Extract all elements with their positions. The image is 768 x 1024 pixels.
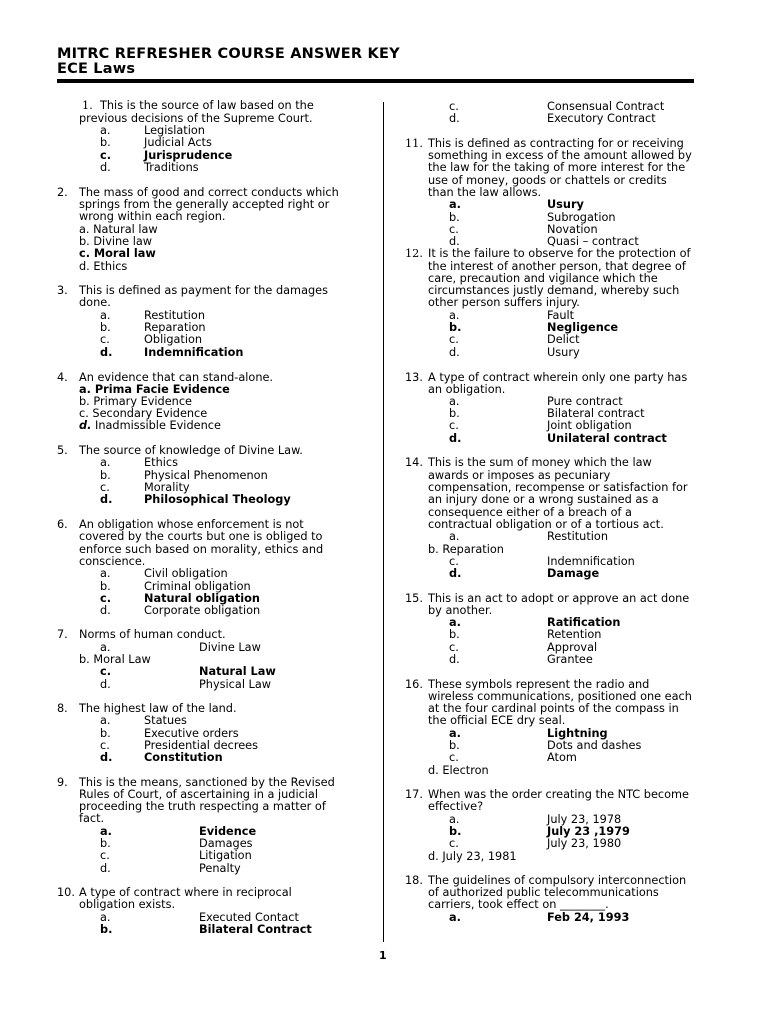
text-line: This is defined as contracting for or receiving	[428, 137, 684, 150]
text-line: b.	[100, 580, 111, 593]
text-line: Presidential decrees	[144, 739, 259, 752]
text-line: c.	[100, 849, 110, 862]
text-line: an obligation.	[428, 383, 506, 396]
text-line: The highest law of the land.	[79, 702, 237, 715]
text-line: c.	[100, 481, 110, 494]
text-line: This is the source of law based on the	[100, 99, 314, 112]
text-line: 8.	[57, 702, 68, 715]
text-line: This is the sum of money which the law	[428, 456, 652, 469]
text-line: Obligation	[144, 333, 203, 346]
text-line: enforce such based on morality, ethics and	[79, 543, 324, 556]
text-line: 4.	[57, 371, 68, 384]
text-line: b. Divine law	[79, 235, 153, 248]
text-line: something in excess of the amount allowed by	[428, 149, 692, 162]
text-line: d. Ethics	[79, 260, 128, 273]
text-line: the official ECE dry seal.	[428, 714, 566, 727]
text-line: b.	[449, 825, 462, 838]
text-line: a. Natural law	[79, 223, 158, 236]
text-line: Bilateral Contract	[199, 923, 312, 936]
text-line: Morality	[144, 481, 190, 494]
text-line: a.	[449, 198, 461, 211]
text-line: Litigation	[199, 849, 252, 862]
text-line: Ethics	[144, 456, 178, 469]
text-line: d.	[100, 604, 111, 617]
text-line: When was the order creating the NTC become	[428, 788, 689, 801]
text-line: awards or imposes as pecuniary	[428, 469, 611, 482]
text-line: A type of contract where in reciprocal	[79, 886, 292, 899]
text-line: b.	[100, 727, 111, 740]
text-line: This is defined as payment for the damages	[79, 284, 328, 297]
text-line: Negligence	[547, 321, 619, 334]
text-line: c.	[449, 223, 459, 236]
text-line: Physical Phenomenon	[144, 469, 268, 482]
text-line: d.	[100, 161, 111, 174]
text-line: Ratification	[547, 616, 621, 629]
text-line: c.	[449, 555, 459, 568]
text-line: an injury done or a wrong sustained as a	[428, 493, 659, 506]
text-line: Rules of Court, of ascertaining in a judicial	[79, 788, 318, 801]
text-line: a.	[100, 309, 111, 322]
text-line: Usury	[547, 198, 584, 211]
text-line: d.	[100, 678, 111, 691]
text-line: The mass of good and correct conducts which	[79, 186, 339, 199]
text-line: Indemnification	[144, 346, 244, 359]
text-line: These symbols represent the radio and	[428, 678, 650, 691]
text-line: Delict	[547, 333, 580, 346]
text-line: d.	[79, 419, 92, 432]
text-line: 7.	[57, 628, 68, 641]
text-line: 17.	[405, 788, 423, 801]
text-line: c.	[100, 665, 111, 678]
text-line: a.	[449, 616, 461, 629]
text-line: Traditions	[144, 161, 199, 174]
text-line: b.	[449, 407, 460, 420]
text-line: Unilateral contract	[547, 432, 667, 445]
text-line: 9.	[57, 776, 68, 789]
text-line: The source of knowledge of Divine Law.	[79, 444, 303, 457]
text-line: Statues	[144, 714, 187, 727]
text-line: Bilateral contract	[547, 407, 645, 420]
text-line: b. Reparation	[428, 543, 504, 556]
text-line: It is the failure to observe for the protection of	[428, 247, 691, 260]
text-line: Civil obligation	[144, 567, 228, 580]
text-line: springs from the generally accepted right or	[79, 198, 330, 211]
text-line: Jurisprudence	[144, 149, 233, 162]
text-line: Executory Contract	[547, 112, 656, 125]
text-line: done.	[79, 296, 111, 309]
text-line: 15.	[405, 592, 423, 605]
text-line: This is an act to adopt or approve an act done	[428, 592, 690, 605]
text-line: Damage	[547, 567, 600, 580]
text-line: A type of contract wherein only one party has	[428, 371, 688, 384]
text-line: wireless communications, positioned one each	[428, 690, 692, 703]
text-line: Corporate obligation	[144, 604, 261, 617]
text-line: c. Secondary Evidence	[79, 407, 208, 420]
text-line: Indemnification	[547, 555, 635, 568]
text-line: 14.	[405, 456, 423, 469]
text-line: d.	[100, 862, 111, 875]
text-line: a.	[449, 395, 460, 408]
text-line: a.	[449, 911, 461, 924]
text-line: c.	[449, 333, 459, 346]
text-line: by another.	[428, 604, 493, 617]
column-divider	[383, 102, 384, 942]
text-line: c.	[100, 333, 110, 346]
text-line: c.	[449, 419, 459, 432]
text-line: d.	[449, 112, 460, 125]
text-line: Quasi – contract	[547, 235, 639, 248]
text-line: Executed Contact	[199, 911, 299, 924]
text-line: Executive orders	[144, 727, 239, 740]
text-line: Pure contract	[547, 395, 623, 408]
text-line: 3.	[57, 284, 68, 297]
text-line: b. Primary Evidence	[79, 395, 193, 408]
text-line: b.	[449, 211, 460, 224]
text-line: Norms of human conduct.	[79, 628, 226, 641]
text-line: Dots and dashes	[547, 739, 642, 752]
text-line: a.	[100, 714, 111, 727]
text-line: d.	[100, 346, 113, 359]
text-line: compensation, recompense or satisfaction for	[428, 481, 688, 494]
text-line: 1.	[82, 99, 93, 112]
text-line: Natural obligation	[144, 592, 260, 605]
text-line: Restitution	[144, 309, 205, 322]
text-line: d.	[449, 235, 460, 248]
header-rule	[57, 79, 694, 83]
text-line: Divine Law	[199, 641, 261, 654]
text-line: 16.	[405, 678, 423, 691]
text-line: the law for the taking of more interest for the	[428, 161, 686, 174]
text-line: Atom	[547, 751, 577, 764]
text-line: Consensual Contract	[547, 100, 665, 113]
document-header	[57, 47, 400, 77]
text-line: conscience.	[79, 555, 146, 568]
text-line: 6.	[57, 518, 68, 531]
text-line: 13.	[405, 371, 423, 384]
text-line: 2.	[57, 186, 68, 199]
text-line: d. July 23, 1981	[428, 850, 517, 863]
text-line: Constitution	[144, 751, 223, 764]
text-line: consequence either of a breach of a	[428, 506, 632, 519]
text-line: Evidence	[199, 825, 257, 838]
text-line: care, precaution and vigilance which the	[428, 272, 658, 285]
text-line: d.	[449, 653, 460, 666]
text-line: July 23, 1980	[547, 837, 622, 850]
text-line: a.	[100, 456, 111, 469]
text-line: An obligation whose enforcement is not	[79, 518, 304, 531]
page-number: 1	[379, 949, 387, 962]
text-line: Penalty	[199, 862, 241, 875]
text-line: Damages	[199, 837, 253, 850]
text-line: than the law allows.	[428, 186, 542, 199]
text-line: carriers, took effect on ________.	[428, 898, 609, 911]
text-line: July 23 ,1979	[547, 825, 630, 838]
text-line: b. Moral Law	[79, 653, 151, 666]
text-line: the interest of another person, that degree of	[428, 260, 686, 273]
text-line: a.	[100, 825, 112, 838]
document-title: MITRC REFRESHER COURSE ANSWER KEY	[57, 46, 400, 62]
text-line: d. Electron	[428, 764, 489, 777]
text-line: b.	[100, 837, 111, 850]
text-line: a. Prima Facie Evidence	[79, 383, 230, 396]
text-line: b.	[449, 628, 460, 641]
text-line: Novation	[547, 223, 598, 236]
text-line: Subrogation	[547, 211, 616, 224]
text-line: Joint obligation	[547, 419, 632, 432]
text-line: 10.	[57, 886, 75, 899]
text-line: Philosophical Theology	[144, 493, 291, 506]
text-line: Feb 24, 1993	[547, 911, 630, 924]
text-line: Grantee	[547, 653, 593, 666]
text-line: c.	[100, 149, 111, 162]
document-subtitle: ECE Laws	[57, 61, 136, 77]
text-line: c. Moral law	[79, 247, 156, 260]
text-line: fact.	[79, 812, 105, 825]
text-line: Judicial Acts	[144, 136, 212, 149]
text-line: effective?	[428, 800, 484, 813]
text-line: An evidence that can stand-alone.	[79, 371, 274, 384]
text-line: The guidelines of compulsory interconnection	[428, 874, 687, 887]
text-line: b.	[449, 321, 462, 334]
text-line: Legislation	[144, 124, 205, 137]
text-line: Criminal obligation	[144, 580, 251, 593]
text-line: of authorized public telecommunications	[428, 886, 659, 899]
text-line: c.	[100, 592, 111, 605]
text-line: c.	[449, 751, 459, 764]
text-line: a.	[449, 813, 460, 826]
text-line: a.	[449, 727, 461, 740]
text-line: covered by the courts but one is obliged to	[79, 530, 323, 543]
text-line: Natural Law	[199, 665, 276, 678]
text-line: Lightning	[547, 727, 608, 740]
text-line: previous decisions of the Supreme Court.	[79, 112, 313, 125]
text-line: contractual obligation or of a tortious act.	[428, 518, 664, 531]
text-line: Inadmissible Evidence	[95, 419, 221, 432]
text-line: c.	[100, 739, 110, 752]
text-line: d.	[449, 567, 462, 580]
text-line: Fault	[547, 309, 575, 322]
text-line: b.	[449, 739, 460, 752]
text-line: Approval	[547, 641, 598, 654]
text-line: d.	[449, 432, 462, 445]
text-line: 11.	[405, 137, 423, 150]
text-line: 5.	[57, 444, 68, 457]
text-line: c.	[449, 641, 459, 654]
text-line: d.	[100, 493, 113, 506]
text-line: d.	[449, 346, 460, 359]
text-line: other person suffers injury.	[428, 296, 580, 309]
text-line: c.	[449, 100, 459, 113]
text-line: use of money, goods or chattels or credits	[428, 174, 667, 187]
text-line: b.	[100, 136, 111, 149]
text-line: d.	[100, 751, 113, 764]
text-line: a.	[449, 309, 460, 322]
text-line: Restitution	[547, 530, 608, 543]
text-line: proceeding the truth respecting a matter of	[79, 800, 326, 813]
text-line: This is the means, sanctioned by the Revised	[79, 776, 335, 789]
text-line: Retention	[547, 628, 602, 641]
text-line: a.	[100, 124, 111, 137]
text-line: at the four cardinal points of the compass in	[428, 702, 679, 715]
text-line: circumstances justly demand, whereby such	[428, 284, 680, 297]
text-line: 18.	[405, 874, 423, 887]
text-line: Reparation	[144, 321, 206, 334]
text-line: July 23, 1978	[547, 813, 622, 826]
text-line: 12.	[405, 247, 423, 260]
text-line: b.	[100, 321, 111, 334]
text-line: a.	[100, 911, 111, 924]
text-line: a.	[100, 641, 111, 654]
text-line: a.	[449, 530, 460, 543]
text-line: b.	[100, 469, 111, 482]
text-line: b.	[100, 923, 113, 936]
text-line: wrong within each region.	[79, 210, 226, 223]
text-line: c.	[449, 837, 459, 850]
text-line: a.	[100, 567, 111, 580]
text-line: obligation exists.	[79, 898, 176, 911]
text-line: Physical Law	[199, 678, 272, 691]
text-line: Usury	[547, 346, 580, 359]
